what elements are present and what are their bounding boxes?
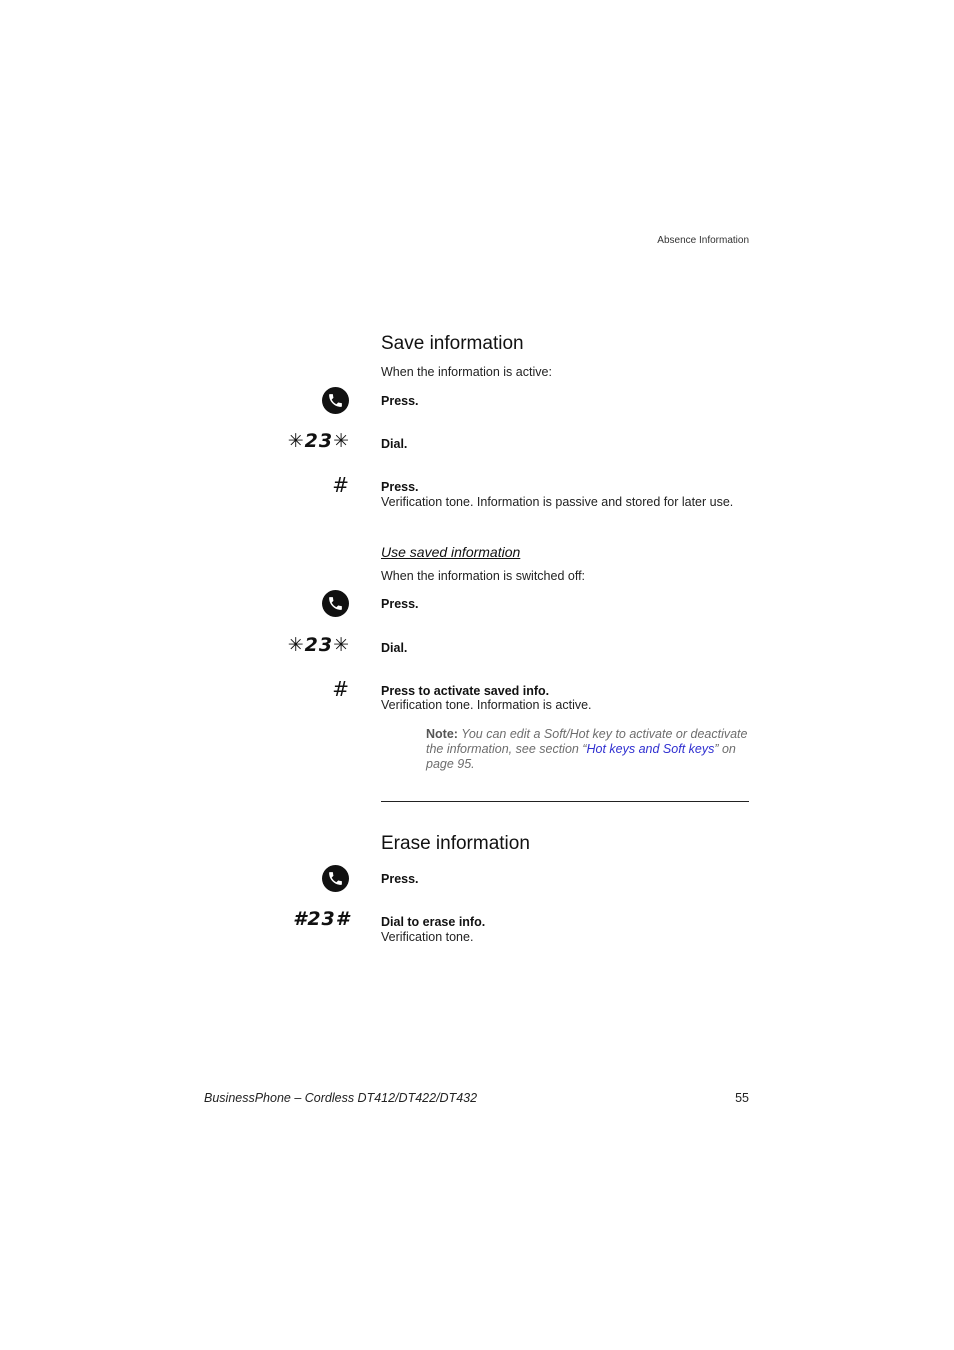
phone-handset-icon bbox=[322, 865, 349, 892]
save-step3-label: Press. bbox=[381, 480, 419, 494]
hash-key-icon: # bbox=[332, 473, 349, 497]
erase-step2-description: Verification tone. bbox=[381, 930, 474, 944]
hot-keys-soft-keys-link[interactable]: Hot keys and Soft keys bbox=[586, 742, 715, 756]
phone-handset-icon bbox=[322, 387, 349, 414]
note-text-1: You can edit a Soft/Hot key to activate or deactivate the information, see section “ bbox=[426, 727, 748, 756]
footer-product: BusinessPhone – Cordless DT412/DT422/DT432 bbox=[204, 1091, 478, 1105]
erase-information-heading: Erase information bbox=[381, 833, 530, 854]
hash-key-icon: # bbox=[332, 677, 349, 701]
note-label: Note: bbox=[426, 727, 458, 741]
save-information-heading: Save information bbox=[381, 333, 524, 354]
dial-code-star23star: ✳23✳ bbox=[287, 430, 350, 452]
save-step3-description: Verification tone. Information is passive and stored for later use. bbox=[381, 495, 734, 509]
save-intro: When the information is active: bbox=[381, 365, 552, 379]
footer-page-number: 55 bbox=[735, 1091, 749, 1105]
use-saved-information-heading: Use saved information bbox=[381, 544, 521, 560]
section-divider bbox=[381, 801, 749, 802]
note-box bbox=[426, 727, 751, 772]
use-saved-intro: When the information is switched off: bbox=[381, 569, 586, 583]
save-step1-label: Press. bbox=[381, 394, 419, 408]
erase-step1-label: Press. bbox=[381, 872, 419, 886]
dial-code-star23star: ✳23✳ bbox=[287, 634, 350, 656]
erase-step2-label: Dial to erase info. bbox=[381, 915, 486, 929]
note-text-2: ” on page 95. bbox=[426, 742, 736, 771]
running-header: Absence Information bbox=[657, 235, 749, 246]
save-step2-label: Dial. bbox=[381, 437, 408, 451]
use-saved-step1-label: Press. bbox=[381, 597, 419, 611]
use-saved-step2-label: Dial. bbox=[381, 641, 408, 655]
phone-handset-icon bbox=[322, 590, 349, 617]
use-saved-step3-description: Verification tone. Information is active. bbox=[381, 698, 592, 712]
use-saved-step3-label: Press to activate saved info. bbox=[381, 684, 550, 698]
dial-code-hash23hash: #23# bbox=[293, 908, 350, 930]
